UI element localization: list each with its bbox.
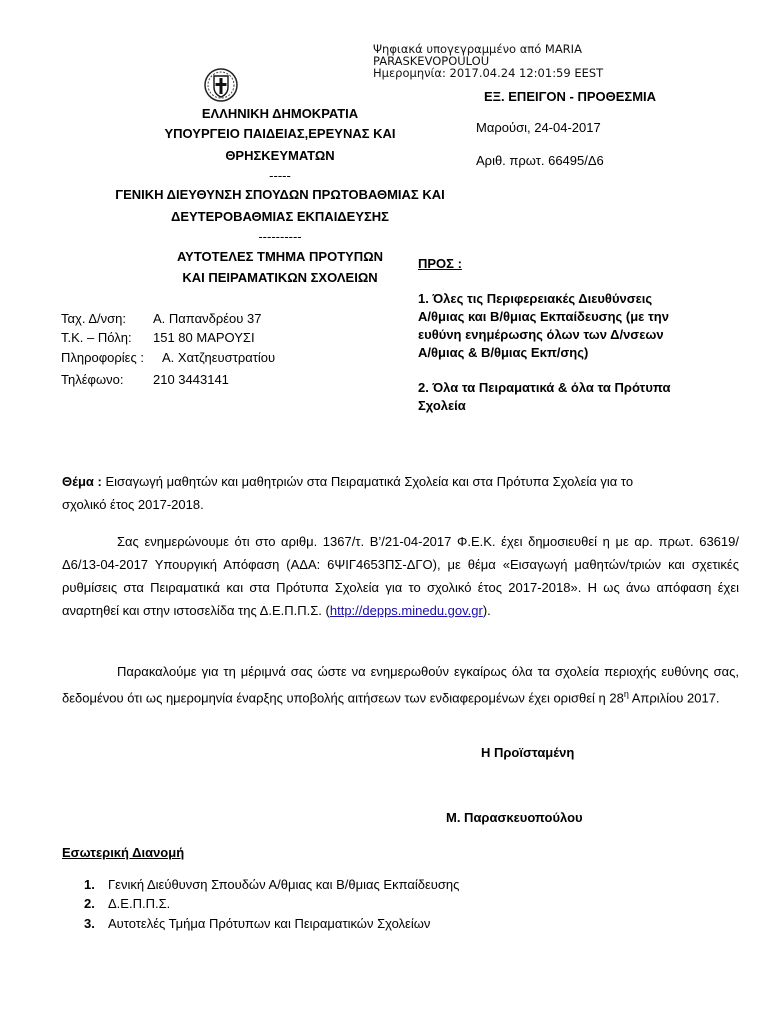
- recipient-item-2: [418, 379, 671, 415]
- directorate-line-2: ΔΕΥΤΕΡΟΒΑΘΜΙΑΣ ΕΚΠΑΙΔΕΥΣΗΣ: [171, 209, 389, 224]
- recipient-2-line-1: 2. Όλα τα Πειραματικά & όλα τα Πρότυπα: [418, 380, 671, 395]
- distribution-item-number: 3.: [84, 916, 95, 931]
- ministry-line-1: ΥΠΟΥΡΓΕΙΟ ΠΑΙΔΕΙΑΣ,ΕΡΕΥΝΑΣ ΚΑΙ: [164, 126, 396, 141]
- info-label: Πληροφορίες :: [61, 350, 144, 365]
- subject-text-line-1: Εισαγωγή μαθητών και μαθητριών στα Πειραματικά Σχολεία και στα Πρότυπα Σχολεία για το: [101, 474, 634, 489]
- info-value: Α. Χατζηευστρατίου: [162, 350, 276, 365]
- paragraph-1-text: Σας ενημερώνουμε ότι στο αριθμ. 1367/τ. Β’/21-04-2017 Φ.Ε.Κ. έχει δημοσιευθεί η με αρ. πρωτ. 63619/Δ6/13-04-2017 Υπουργική Απόφαση (ΑΔΑ: 6ΨΙΓ4653ΠΣ-ΔΓΟ), με θέμα «Εισαγωγή μαθητών/τριών και σχετικές ρυθμίσεις στα Πειραματικά και στα Πρότυπα Σχολεία για το σχολικό έτος 2017-2018». Η ως άνω απόφαση έχει αναρτηθεί και στην ιστοσελίδα της Δ.Ε.Π.Π.Σ. (: [62, 534, 739, 618]
- recipient-item-1: [418, 290, 669, 362]
- distribution-heading: Εσωτερική Διανομή: [62, 845, 185, 860]
- directorate-line-1: ΓΕΝΙΚΗ ΔΙΕΥΘΥΝΣΗ ΣΠΟΥΔΩΝ ΠΡΩΤΟΒΑΘΜΙΑΣ ΚΑΙ: [115, 187, 445, 202]
- phone-value: 210 3443141: [153, 372, 229, 387]
- separator-1: -----: [269, 168, 291, 183]
- republic-title: ΕΛΛΗΝΙΚΗ ΔΗΜΟΚΡΑΤΙΑ: [201, 106, 359, 121]
- department-line-1: ΑΥΤΟΤΕΛΕΣ ΤΜΗΜΑ ΠΡΟΤΥΠΩΝ: [176, 249, 384, 264]
- paragraph-2-text: Παρακαλούμε για τη μέριμνά σας ώστε να ενημερωθούν εγκαίρως όλα τα σχολεία περιοχής ευθύνης σας, δεδομένου ότι ως ημερομηνία έναρξης υποβολής αιτήσεων των ενδιαφερομένων έχει ορισθεί η 28: [62, 664, 739, 706]
- distribution-item-text: Αυτοτελές Τμήμα Πρότυπων και Πειραματικών Σχολείων: [108, 916, 431, 931]
- place-date: Μαρούσι, 24-04-2017: [476, 120, 601, 135]
- recipient-1-line-2: Α/θμιας και Β/θμιας Εκπαίδευσης (με την: [418, 309, 669, 324]
- recipients-heading: ΠΡΟΣ :: [418, 256, 462, 271]
- recipient-1-line-1: 1. Όλες τις Περιφερειακές Διευθύνσεις: [418, 291, 653, 306]
- postal-value: 151 80 ΜΑΡΟΥΣΙ: [153, 330, 255, 345]
- protocol-number: Αριθ. πρωτ. 66495/Δ6: [476, 153, 604, 168]
- distribution-item-text: Δ.Ε.Π.Π.Σ.: [108, 896, 171, 911]
- digital-signature: [373, 43, 603, 79]
- distribution-item-number: 1.: [84, 877, 95, 892]
- address-value: Α. Παπανδρέου 37: [153, 311, 262, 326]
- closing-title: Η Προϊσταμένη: [481, 745, 575, 760]
- signature-line-3: Ημερομηνία: 2017.04.24 12:01:59 EEST: [373, 66, 604, 80]
- ministry-line-2: ΘΡΗΣΚΕΥΜΑΤΩΝ: [225, 148, 335, 163]
- paragraph-1-end: ).: [482, 603, 491, 618]
- separator-2: ----------: [258, 229, 302, 244]
- paragraph-2-end: Απριλίου 2017.: [628, 690, 720, 706]
- address-label: Ταχ. Δ/νση:: [61, 311, 127, 326]
- recipient-1-line-4: Α/θμιας & Β/θμιας Εκπ/σης): [418, 345, 589, 360]
- paragraph-2-superscript: η: [623, 689, 629, 699]
- distribution-item-number: 2.: [84, 896, 95, 911]
- subject-label: Θέμα :: [62, 474, 102, 489]
- phone-label: Τηλέφωνο:: [61, 372, 124, 387]
- body-paragraph-2: [62, 660, 739, 709]
- body-paragraph-1: [62, 530, 739, 622]
- subject-block: [62, 470, 742, 516]
- depps-website-link[interactable]: http://depps.minedu.gov.gr: [329, 603, 483, 618]
- urgency-label: ΕΞ. ΕΠΕΙΓΟΝ - ΠΡΟΘΕΣΜΙΑ: [484, 89, 657, 104]
- recipient-1-line-3: ευθύνη ενημέρωσης όλων των Δ/νσεων: [418, 327, 664, 342]
- recipient-2-line-2: Σχολεία: [418, 398, 466, 413]
- coat-of-arms-emblem: [204, 67, 238, 103]
- postal-label: Τ.Κ. – Πόλη:: [61, 330, 132, 345]
- distribution-item-text: Γενική Διεύθυνση Σπουδών Α/θμιας και Β/θμιας Εκπαίδευσης: [108, 877, 460, 892]
- department-line-2: ΚΑΙ ΠΕΙΡΑΜΑΤΙΚΩΝ ΣΧΟΛΕΙΩΝ: [182, 270, 378, 285]
- subject-text-line-2: σχολικό έτος 2017-2018.: [62, 497, 204, 512]
- signatory-name: Μ. Παρασκευοπούλου: [446, 810, 583, 825]
- signature-line-1: Ψηφιακά υπογεγραμμένο από MARIA: [373, 42, 582, 56]
- signature-line-2: PARASKEVOPOULOU: [373, 54, 490, 68]
